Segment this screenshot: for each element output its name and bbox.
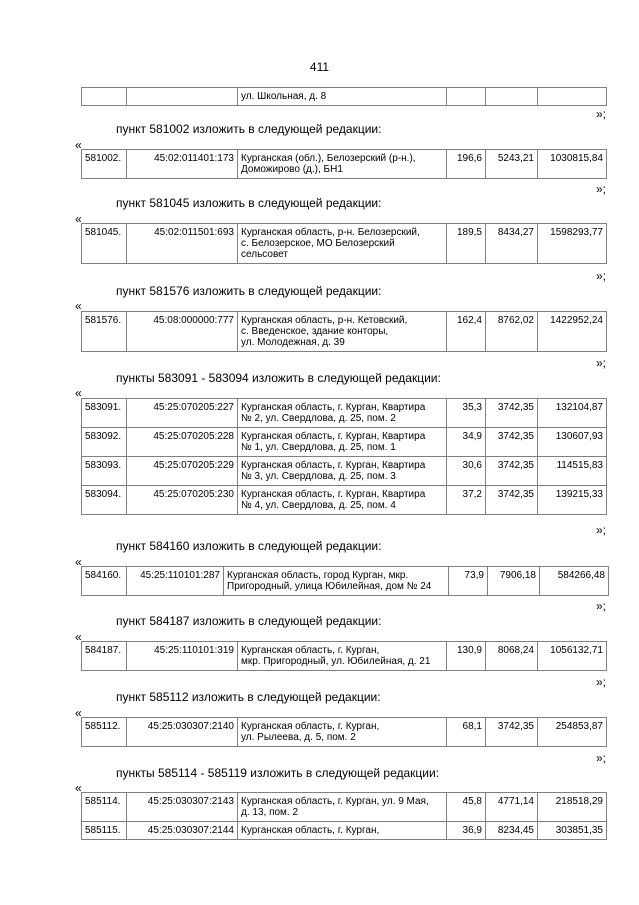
- cell-address: [238, 718, 447, 747]
- cell-value: 303851,35: [538, 822, 607, 840]
- record-table: [81, 641, 607, 671]
- address-line: Курганская область, г. Курган, Квартира: [241, 402, 426, 413]
- cell-address: [238, 822, 447, 840]
- cell-rate: 3742,35: [486, 428, 538, 457]
- cell-area: [447, 88, 486, 106]
- cell-value: 139215,33: [538, 486, 607, 515]
- cell-area: 34,9: [447, 428, 486, 457]
- table-row: [82, 88, 607, 106]
- closing-quote: »;: [595, 182, 606, 196]
- cell-area: 189,5: [447, 224, 486, 264]
- cell-area: 45,8: [447, 793, 486, 822]
- cell-cadastral: 45:25:070205:228: [127, 428, 238, 457]
- cell-area: 130,9: [447, 642, 486, 671]
- address-line: Курганская область, г. Курган, Квартира: [241, 431, 426, 442]
- cell-area: 35,3: [447, 399, 486, 428]
- cell-value: 130607,93: [538, 428, 607, 457]
- closing-quote: »;: [595, 599, 606, 613]
- page-number: 411: [309, 60, 330, 74]
- address-line: мкр. Пригородный, ул. Юбилейная, д. 21: [241, 656, 431, 667]
- record-table: [81, 398, 607, 515]
- closing-quote: »;: [595, 107, 606, 121]
- table-row: [82, 457, 607, 486]
- table-row: [82, 793, 607, 822]
- cell-number: 585115.: [82, 822, 127, 840]
- address-line: № 1, ул. Свердлова, д. 25, пом. 1: [241, 442, 396, 453]
- cell-value: 218518,29: [538, 793, 607, 822]
- address-line: № 4, ул. Свердлова, д. 25, пом. 4: [241, 500, 396, 511]
- cell-number: 581002.: [82, 150, 127, 179]
- record-table: [81, 792, 607, 840]
- opening-quote: «: [75, 299, 82, 313]
- cell-number: 583092.: [82, 428, 127, 457]
- cell-cadastral: 45:02:011401:173: [127, 150, 238, 179]
- address-line: д. 13, пом. 2: [241, 807, 299, 818]
- opening-quote: «: [75, 138, 82, 152]
- cell-number: 583094.: [82, 486, 127, 515]
- table-row: [82, 642, 607, 671]
- instruction-text: пункт 581576 изложить в следующей редакции:: [116, 284, 382, 298]
- cell-value: 1056132,71: [538, 642, 607, 671]
- closing-quote: »;: [595, 523, 606, 537]
- cell-cadastral: 45:25:110101:319: [127, 642, 238, 671]
- address-line: Курганская область, город Курган, мкр.: [227, 570, 409, 581]
- cell-value: 1030815,84: [538, 150, 607, 179]
- instruction-text: пункт 584187 изложить в следующей редакции:: [116, 614, 382, 628]
- opening-quote: «: [75, 212, 82, 226]
- address-line: Курганская область, г. Курган, Квартира: [241, 489, 426, 500]
- cell-number: 584187.: [82, 642, 127, 671]
- cell-address: [238, 150, 447, 179]
- instruction-text: пункт 585112 изложить в следующей редакции:: [116, 690, 381, 704]
- closing-quote: »;: [595, 356, 606, 370]
- address-line: Курганская область, г. Курган, ул. 9 Мая,: [241, 796, 429, 807]
- cell-cadastral: 45:25:070205:230: [127, 486, 238, 515]
- opening-quote: «: [75, 781, 82, 795]
- cell-number: 581576.: [82, 312, 127, 352]
- cell-rate: [486, 88, 538, 106]
- record-table: [81, 223, 607, 264]
- cell-cadastral: 45:25:030307:2140: [127, 718, 238, 747]
- table-row: [82, 822, 607, 840]
- cell-address: [238, 399, 447, 428]
- opening-quote: «: [75, 706, 82, 720]
- cell-address: [238, 224, 447, 264]
- cell-rate: 3742,35: [486, 457, 538, 486]
- instruction-text: пункты 583091 - 583094 изложить в следующей редакции:: [116, 371, 441, 385]
- cell-rate: 3742,35: [486, 718, 538, 747]
- address-line: ул. Молодежная, д. 39: [241, 337, 345, 348]
- table-row: [82, 312, 607, 352]
- table-row: [82, 150, 607, 179]
- continuation-table: [81, 87, 607, 106]
- address-line: сельсовет: [241, 249, 288, 260]
- cell-address: [238, 793, 447, 822]
- cell-rate: 5243,21: [486, 150, 538, 179]
- cell-value: 132104,87: [538, 399, 607, 428]
- instruction-text: пункт 581002 изложить в следующей редакции:: [116, 122, 382, 136]
- instruction-text: пункт 581045 изложить в следующей редакции:: [116, 196, 382, 210]
- cell-value: 584266,48: [540, 567, 609, 596]
- cell-number: 581045.: [82, 224, 127, 264]
- cell-rate: 7906,18: [488, 567, 540, 596]
- cell-cadastral: 45:25:030307:2144: [127, 822, 238, 840]
- cell-rate: 8068,24: [486, 642, 538, 671]
- cell-value: 114515,83: [538, 457, 607, 486]
- address-line: Доможирово (д.), БН1: [241, 164, 343, 175]
- cell-number: [82, 88, 127, 106]
- cell-address: [238, 312, 447, 352]
- cell-cadastral: 45:25:110101:287: [127, 567, 224, 596]
- cell-rate: 8234,45: [486, 822, 538, 840]
- cell-cadastral: 45:25:030307:2143: [127, 793, 238, 822]
- address-line: Курганская область, р-н. Белозерский,: [241, 227, 420, 238]
- cell-value: [538, 88, 607, 106]
- cell-value: 1598293,77: [538, 224, 607, 264]
- closing-quote: »;: [595, 675, 606, 689]
- record-table: [81, 149, 607, 179]
- table-row: [82, 399, 607, 428]
- table-row: [82, 486, 607, 515]
- address-line: Курганская область, г. Курган,: [241, 825, 380, 836]
- cell-value: 1422952,24: [538, 312, 607, 352]
- record-table: [81, 566, 609, 596]
- address-line: ул. Рылеева, д. 5, пом. 2: [241, 732, 356, 743]
- address-line: Курганская (обл.), Белозерский (р-н.),: [241, 153, 416, 164]
- cell-address: [224, 567, 449, 596]
- cell-rate: 8434,27: [486, 224, 538, 264]
- address-line: с. Введенское, здание конторы,: [241, 326, 389, 337]
- cell-rate: 8762,02: [486, 312, 538, 352]
- record-table: [81, 311, 607, 352]
- cell-cadastral: [127, 88, 238, 106]
- instruction-text: пункт 584160 изложить в следующей редакции:: [116, 539, 382, 553]
- opening-quote: «: [75, 386, 82, 400]
- table-row: [82, 428, 607, 457]
- cell-number: 585112.: [82, 718, 127, 747]
- cell-address: [238, 642, 447, 671]
- cell-number: 583091.: [82, 399, 127, 428]
- cell-cadastral: 45:25:070205:229: [127, 457, 238, 486]
- cell-rate: 3742,35: [486, 399, 538, 428]
- cell-cadastral: 45:25:070205:227: [127, 399, 238, 428]
- address-line: Курганская область, г. Курган, Квартира: [241, 460, 426, 471]
- cell-cadastral: 45:02:011501:693: [127, 224, 238, 264]
- cell-area: 162,4: [447, 312, 486, 352]
- cell-area: 37,2: [447, 486, 486, 515]
- cell-area: 73,9: [449, 567, 488, 596]
- closing-quote: »;: [595, 269, 606, 283]
- record-table: [81, 717, 607, 747]
- table-row: [82, 718, 607, 747]
- address-line: Пригородный, улица Юбилейная, дом № 24: [227, 581, 432, 592]
- cell-area: 36,9: [447, 822, 486, 840]
- cell-value: 254853,87: [538, 718, 607, 747]
- cell-number: 583093.: [82, 457, 127, 486]
- cell-address: ул. Школьная, д. 8: [238, 88, 447, 106]
- address-line: № 2, ул. Свердлова, д. 25, пом. 2: [241, 413, 396, 424]
- opening-quote: «: [75, 630, 82, 644]
- cell-address: [238, 457, 447, 486]
- cell-area: 196,6: [447, 150, 486, 179]
- opening-quote: «: [75, 555, 82, 569]
- table-row: [82, 224, 607, 264]
- cell-address: [238, 428, 447, 457]
- instruction-text: пункты 585114 - 585119 изложить в следующей редакции:: [116, 766, 440, 780]
- cell-area: 68,1: [447, 718, 486, 747]
- cell-area: 30,6: [447, 457, 486, 486]
- closing-quote: »;: [595, 751, 606, 765]
- cell-address: [238, 486, 447, 515]
- address-line: № 3, ул. Свердлова, д. 25, пом. 3: [241, 471, 396, 482]
- address-line: Курганская область, р-н. Кетовский,: [241, 315, 408, 326]
- cell-number: 585114.: [82, 793, 127, 822]
- address-line: Курганская область, г. Курган,: [241, 645, 380, 656]
- address-line: с. Белозерское, МО Белозерский: [241, 238, 395, 249]
- cell-rate: 3742,35: [486, 486, 538, 515]
- table-row: [82, 567, 609, 596]
- address-line: Курганская область, г. Курган,: [241, 721, 380, 732]
- cell-cadastral: 45:08:000000:777: [127, 312, 238, 352]
- cell-rate: 4771,14: [486, 793, 538, 822]
- cell-number: 584160.: [82, 567, 127, 596]
